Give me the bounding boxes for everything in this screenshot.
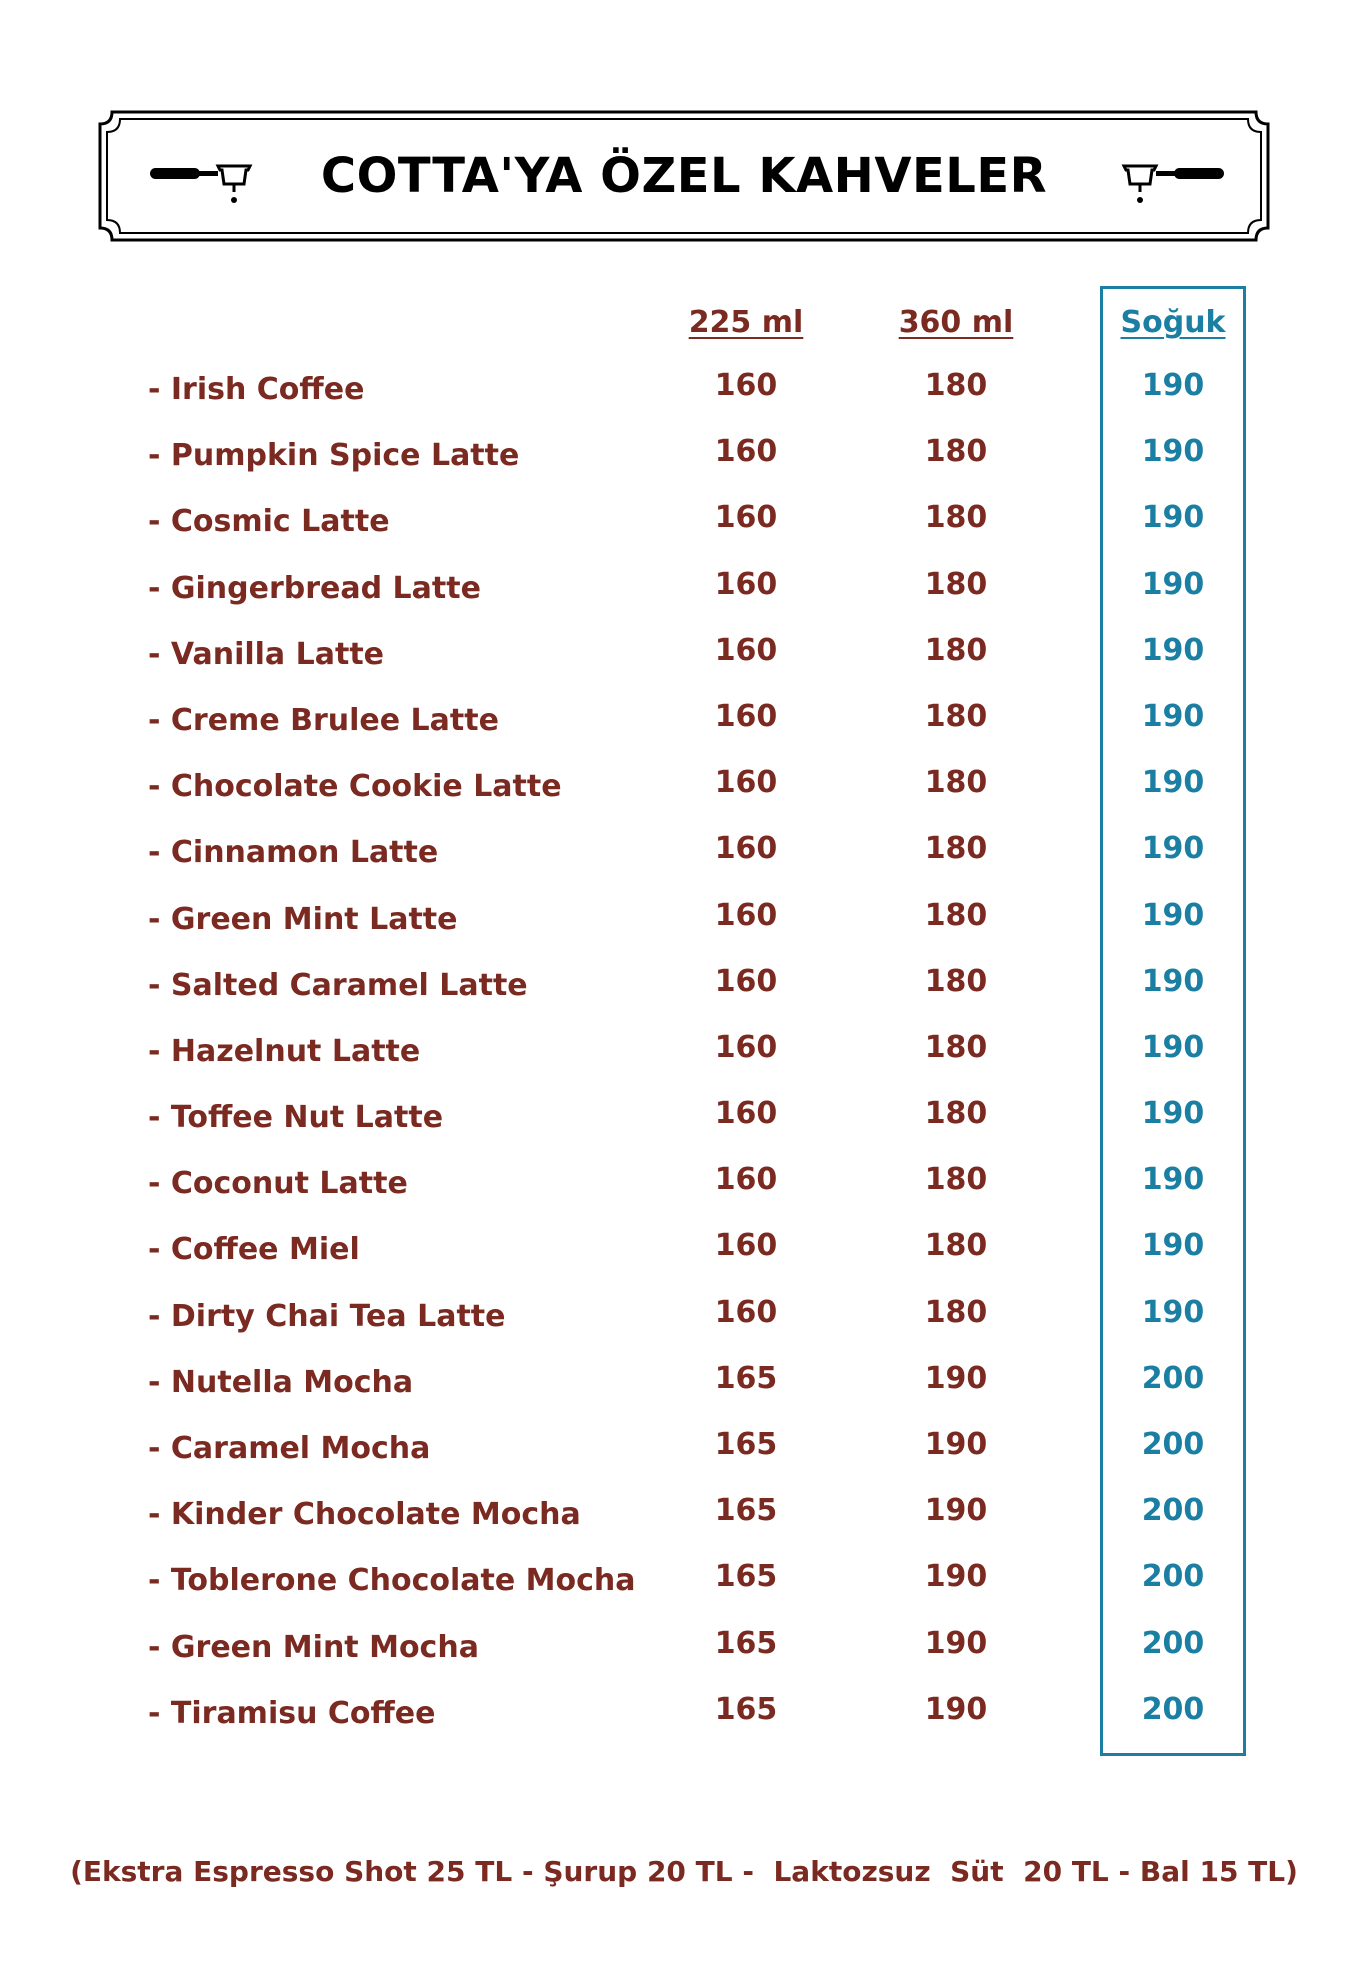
price-225ml: 160 bbox=[714, 434, 778, 470]
menu-row bbox=[0, 632, 1368, 703]
price-360ml: 180 bbox=[924, 897, 988, 933]
price-225ml: 160 bbox=[714, 1096, 778, 1132]
item-name: - Vanilla Latte bbox=[148, 636, 385, 672]
item-name: - Irish Coffee bbox=[148, 372, 365, 407]
item-name: - Cosmic Latte bbox=[148, 504, 390, 540]
price-cold: 190 bbox=[1141, 566, 1205, 602]
menu-row bbox=[0, 1493, 1368, 1563]
price-cold: 190 bbox=[1141, 1029, 1205, 1065]
price-cold: 200 bbox=[1141, 1691, 1205, 1727]
price-360ml: 190 bbox=[924, 1427, 988, 1462]
menu-row bbox=[0, 1427, 1368, 1497]
item-name: - Gingerbread Latte bbox=[148, 570, 481, 606]
column-header-225ml: 225 ml bbox=[688, 305, 804, 340]
price-225ml: 165 bbox=[714, 1360, 778, 1396]
menu-row bbox=[0, 897, 1368, 968]
price-cold: 190 bbox=[1141, 1096, 1205, 1132]
price-225ml: 160 bbox=[714, 1162, 778, 1198]
price-225ml: 160 bbox=[714, 897, 778, 933]
price-cold: 200 bbox=[1141, 1625, 1205, 1661]
item-name: - Creme Brulee Latte bbox=[148, 702, 499, 738]
price-360ml: 190 bbox=[924, 1360, 988, 1396]
item-name: - Tiramisu Coffee bbox=[148, 1695, 436, 1731]
item-name: - Hazelnut Latte bbox=[148, 1033, 421, 1069]
price-225ml: 160 bbox=[714, 632, 778, 668]
price-225ml: 160 bbox=[714, 368, 778, 403]
price-225ml: 160 bbox=[714, 1029, 778, 1065]
price-225ml: 165 bbox=[714, 1559, 778, 1595]
menu-row bbox=[0, 1029, 1368, 1100]
item-name: - Kinder Chocolate Mocha bbox=[148, 1497, 581, 1533]
price-cold: 190 bbox=[1141, 500, 1205, 536]
price-225ml: 160 bbox=[714, 765, 778, 801]
price-225ml: 160 bbox=[714, 1228, 778, 1264]
menu-row bbox=[0, 1228, 1368, 1298]
price-cold: 190 bbox=[1141, 434, 1205, 470]
portafilter-icon bbox=[1120, 160, 1226, 206]
price-cold: 200 bbox=[1141, 1427, 1205, 1462]
menu-row bbox=[0, 963, 1368, 1034]
price-360ml: 180 bbox=[924, 765, 988, 801]
item-name: - Caramel Mocha bbox=[148, 1431, 431, 1466]
price-cold: 190 bbox=[1141, 368, 1205, 403]
menu-header bbox=[98, 110, 1270, 242]
menu-row bbox=[0, 434, 1368, 504]
price-360ml: 180 bbox=[924, 698, 988, 734]
item-name: - Coconut Latte bbox=[148, 1166, 408, 1202]
item-name: - Toblerone Chocolate Mocha bbox=[148, 1563, 636, 1599]
price-360ml: 180 bbox=[924, 434, 988, 470]
price-225ml: 160 bbox=[714, 831, 778, 867]
item-name: - Green Mint Latte bbox=[148, 901, 458, 937]
price-225ml: 160 bbox=[714, 963, 778, 999]
price-360ml: 180 bbox=[924, 500, 988, 536]
price-360ml: 180 bbox=[924, 566, 988, 602]
menu-row bbox=[0, 1625, 1368, 1696]
price-225ml: 165 bbox=[714, 1691, 778, 1727]
menu-title: COTTA'YA ÖZEL KAHVELER bbox=[320, 148, 1048, 204]
price-cold: 190 bbox=[1141, 963, 1205, 999]
price-360ml: 180 bbox=[924, 831, 988, 867]
price-cold: 190 bbox=[1141, 1162, 1205, 1198]
price-360ml: 190 bbox=[924, 1625, 988, 1661]
menu-row bbox=[0, 1294, 1368, 1365]
item-name: - Coffee Miel bbox=[148, 1232, 360, 1268]
price-cold: 190 bbox=[1141, 1228, 1205, 1264]
item-name: - Chocolate Cookie Latte bbox=[148, 769, 562, 805]
price-225ml: 165 bbox=[714, 1625, 778, 1661]
menu-row bbox=[0, 500, 1368, 570]
menu-row bbox=[0, 1096, 1368, 1166]
price-225ml: 160 bbox=[714, 698, 778, 734]
price-cold: 190 bbox=[1141, 831, 1205, 867]
item-name: - Toffee Nut Latte bbox=[148, 1100, 444, 1136]
price-360ml: 190 bbox=[924, 1691, 988, 1727]
menu-row bbox=[0, 765, 1368, 835]
item-name: - Pumpkin Spice Latte bbox=[148, 438, 520, 474]
column-header-cold: Soğuk bbox=[1120, 305, 1226, 340]
menu-row bbox=[0, 698, 1368, 769]
price-cold: 190 bbox=[1141, 698, 1205, 734]
item-name: - Dirty Chai Tea Latte bbox=[148, 1298, 506, 1334]
price-225ml: 165 bbox=[714, 1493, 778, 1529]
price-cold: 190 bbox=[1141, 1294, 1205, 1330]
item-name: - Cinnamon Latte bbox=[148, 835, 439, 871]
price-cold: 190 bbox=[1141, 632, 1205, 668]
price-cold: 200 bbox=[1141, 1493, 1205, 1529]
price-225ml: 160 bbox=[714, 1294, 778, 1330]
item-name: - Green Mint Mocha bbox=[148, 1629, 479, 1665]
price-cold: 190 bbox=[1141, 765, 1205, 801]
price-360ml: 180 bbox=[924, 1029, 988, 1065]
price-360ml: 180 bbox=[924, 963, 988, 999]
item-name: - Salted Caramel Latte bbox=[148, 967, 528, 1003]
menu-row bbox=[0, 368, 1368, 438]
menu-items-list bbox=[0, 368, 1368, 1762]
price-360ml: 180 bbox=[924, 1162, 988, 1198]
price-360ml: 180 bbox=[924, 1294, 988, 1330]
item-name: - Nutella Mocha bbox=[148, 1364, 414, 1400]
price-360ml: 180 bbox=[924, 632, 988, 668]
extras-footer: (Ekstra Espresso Shot 25 TL - Şurup 20 TL - Laktozsuz Süt 20 TL - Bal 15 TL) bbox=[70, 1855, 1298, 1888]
menu-row bbox=[0, 831, 1368, 901]
price-360ml: 180 bbox=[924, 1228, 988, 1264]
menu-row bbox=[0, 1360, 1368, 1431]
menu-row bbox=[0, 1691, 1368, 1762]
price-225ml: 165 bbox=[714, 1427, 778, 1462]
price-225ml: 160 bbox=[714, 566, 778, 602]
price-360ml: 180 bbox=[924, 368, 988, 403]
price-cold: 190 bbox=[1141, 897, 1205, 933]
price-360ml: 190 bbox=[924, 1559, 988, 1595]
menu-row bbox=[0, 566, 1368, 637]
price-360ml: 180 bbox=[924, 1096, 988, 1132]
price-360ml: 190 bbox=[924, 1493, 988, 1529]
column-header-360ml: 360 ml bbox=[898, 305, 1014, 340]
price-cold: 200 bbox=[1141, 1559, 1205, 1595]
menu-row bbox=[0, 1162, 1368, 1232]
price-225ml: 160 bbox=[714, 500, 778, 536]
menu-row bbox=[0, 1559, 1368, 1629]
price-cold: 200 bbox=[1141, 1360, 1205, 1396]
